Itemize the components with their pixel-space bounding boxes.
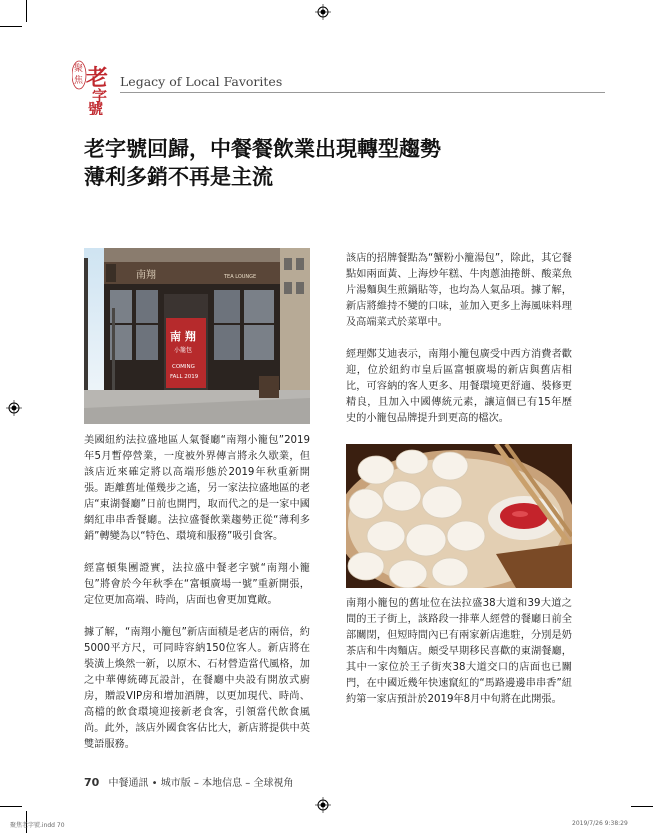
svg-text:號: 號 (88, 100, 104, 115)
page-footer (84, 774, 293, 789)
xiaolongbao-photo (346, 444, 572, 588)
banner-chinese: 南 翔 (170, 330, 196, 343)
svg-text:老: 老 (86, 65, 109, 91)
paragraph: 經理鄭艾迪表示，南翔小籠包廣受中西方消費者歡迎，位於紐約市皇后區富頓廣場的新店與舊店相比，可容納的客人更多、用餐環境更舒適、裝修更精良，且加入中國傳統元素，讓這個已有15年歷史的小籠包品牌提升到更高的檔次。 (346, 349, 572, 424)
section-logo (72, 55, 122, 115)
paragraph: 南翔小籠包的舊址位在法拉盛38大道和39大道之間的王子街上，該路段一排華人經營的餐廳日前全部關閉，但短時間內已有兩家新店進駐，分別是奶茶店和牛肉麵店。頗受早期移民喜歡的東湖餐廳，其中一家位於王子街夾38大道交口的店面也已關門，在中國近幾年快速竄紅的“馬路邊邊串串香”紐約第一家店預計於2019年8月中旬將在此開張。 (346, 598, 572, 705)
paragraph: 美國紐約法拉盛地區人氣餐廳“南翔小籠包”2019年5月暫停營業，一度被外界傳言將永久歇業，但該店近來確定將以高端形態於2019年秋重新開張。距離舊址僅幾步之遙，另一家法拉盛地區的老店“東湖餐廳”日前也開門，取而代之的是一家中國網紅串串香餐廳。法拉盛餐飲業趨勢正從“薄利多銷”轉變為以“特色、環境和服務”吸引食客。 (84, 435, 310, 542)
headline-line-2: 薄利多銷不再是主流 (84, 165, 273, 189)
registration-mark-bottom (315, 797, 331, 813)
svg-text:字: 字 (92, 87, 108, 105)
article-left-column (84, 433, 310, 769)
banner-coming: COMING (172, 364, 195, 370)
article-right-column-bottom (346, 596, 572, 724)
article-right-column-top (346, 251, 572, 443)
publication-name: 中餐通訊 • 城市版 – 本地信息 – 全球視角 (108, 778, 294, 789)
section-label: Legacy of Local Favorites (120, 74, 283, 89)
page-number: 70 (84, 776, 100, 789)
crop-mark (631, 806, 653, 807)
registration-mark-left (6, 400, 22, 416)
banner-fall-2019: FALL 2019 (170, 374, 199, 380)
crop-mark (26, 0, 27, 22)
section-divider (120, 92, 605, 93)
paragraph: 據了解，“南翔小籠包”新店面積是老店的兩倍，約5000平方尺，可同時容納150位客人。新店將在裝潢上煥然一新，以原木、石材營造當代風格，加之中華傳統磚瓦設計，在餐廳中央設有開放式廚房，贈設VIP房和增加酒牌，以更加現代、時尚、高檔的飲食環境迎接新老食客，引領當代飲食風尚。此外，該店外國食客佔比大，新店將提供中英雙語服務。 (84, 627, 310, 750)
storefront-sign: 南翔 (136, 270, 156, 281)
paragraph: 該店的招牌餐點為“蟹粉小籠湯包”，除此，其它餐點如兩面黃、上海炒年糕、牛肉蔥油捲餅、酸菜魚片湯麵與生煎鍋貼等，也均為人氣品項。據了解，新店將維持不變的口味，並加入更多上海風味料理及高端菜式於菜單中。 (346, 253, 572, 328)
banner-subtitle: 小籠包 (174, 347, 193, 354)
headline-line-1: 老字號回歸，中餐餐飲業出現轉型趨勢 (84, 137, 441, 161)
timestamp-slug: 2019/7/26 9:38:29 (572, 820, 628, 827)
file-slug: 聚焦老字號.indd 70 (10, 822, 65, 829)
crop-mark (0, 26, 22, 27)
svg-text:聚: 聚 (74, 64, 84, 74)
article-headline (84, 135, 604, 191)
svg-text:焦: 焦 (74, 76, 84, 86)
tea-lounge-sign: TEA LOUNGE (224, 274, 257, 280)
restaurant-exterior-photo (84, 248, 310, 424)
crop-mark (0, 806, 22, 807)
registration-mark-top (315, 4, 331, 20)
paragraph: 經富頓集團證實，法拉盛中餐老字號“南翔小籠包”將會於今年秋季在“富頓廣場一號”重新開張，定位更加高端、時尚，店面也會更加寬敞。 (84, 563, 310, 606)
